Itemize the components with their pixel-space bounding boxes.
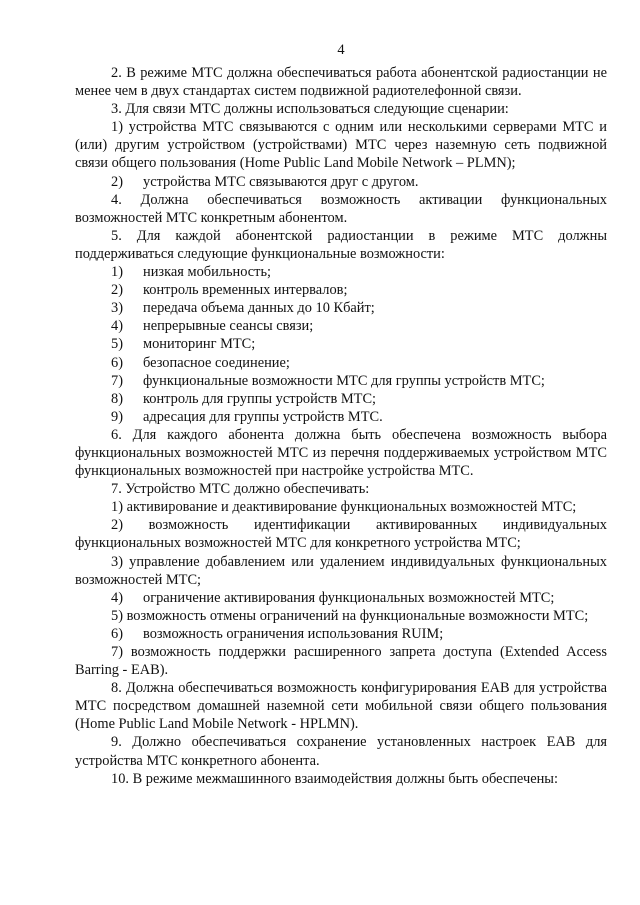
paragraph: 5. Для каждой абонентской радиостанции в режиме МТС должны поддерживаться следующие функциональные возможности:	[75, 227, 607, 262]
paragraph: 2. В режиме МТС должна обеспечиваться работа абонентской радиостанции не менее чем в двух стандартах систем подвижной радиотелефонной связи.	[75, 65, 607, 100]
list-item-number: 2)	[111, 282, 123, 299]
list-item	[75, 589, 607, 607]
paragraph: 3) управление добавлением или удалением индивидуальных функциональных возможностей МТС;	[75, 553, 607, 588]
list-item-number: 6)	[111, 354, 123, 371]
paragraph: 7) возможность поддержки расширенного запрета доступа (Extended Access Barring - EAB).	[75, 644, 607, 679]
list-item	[75, 299, 607, 317]
document-body	[75, 64, 607, 788]
list-item	[75, 335, 607, 353]
list-item-text: безопасное соединение;	[143, 354, 290, 371]
list-item	[75, 173, 607, 191]
paragraph: 7. Устройство МТС должно обеспечивать:	[111, 481, 370, 498]
list-item	[75, 354, 607, 372]
list-item-number: 4)	[111, 589, 123, 606]
list-item-text: возможность ограничения использования RUIM;	[143, 625, 444, 642]
list-item-text: ограничение активирования функциональных возможностей МТС;	[143, 589, 555, 606]
list-item-number: 9)	[111, 408, 123, 425]
list-item-number: 4)	[111, 318, 123, 335]
list-item-number: 7)	[111, 372, 123, 389]
paragraph: 5) возможность отмены ограничений на функциональные возможности МТС;	[111, 607, 589, 624]
list-item-number: 8)	[111, 390, 123, 407]
list-item-text: устройства МТС связываются друг с другом.	[143, 173, 419, 190]
list-item-number: 3)	[111, 300, 123, 317]
list-item-text: непрерывные сеансы связи;	[143, 318, 314, 335]
list-item	[75, 372, 607, 390]
paragraph: 6. Для каждого абонента должна быть обеспечена возможность выбора функциональных возможностей МТС из перечня поддерживаемых устройством МТС функциональных возможностей при настройке устройства МТС.	[75, 426, 607, 480]
paragraph: 10. В режиме межмашинного взаимодействия должны быть обеспечены:	[111, 770, 558, 787]
paragraph: 1) устройства МТС связываются с одним или несколькими серверами МТС и (или) другим устройством (устройствами) МТС через наземную сеть подвижной связи общего пользования (Home Public Land Mobile Network – PLMN);	[75, 119, 607, 172]
paragraph: 3. Для связи МТС должны использоваться следующие сценарии:	[111, 101, 509, 118]
list-item-number: 1)	[111, 264, 123, 281]
list-item-number: 6)	[111, 625, 123, 642]
list-item-text: контроль временных интервалов;	[143, 282, 348, 299]
list-item-text: мониторинг МТС;	[143, 336, 256, 353]
list-item-text: передача объема данных до 10 Кбайт;	[143, 300, 375, 317]
list-item	[75, 263, 607, 281]
list-item-text: низкая мобильность;	[143, 264, 272, 281]
list-item	[75, 625, 607, 643]
paragraph: 4. Должна обеспечиваться возможность активации функциональных возможностей МТС конкретным абонентом.	[75, 191, 607, 226]
paragraph: 8. Должна обеспечиваться возможность конфигурирования EAB для устройства МТС посредством домашней наземной сети мобильной связи общего пользования (Home Public Land Mobile Network - HPLMN).	[75, 680, 607, 733]
list-item-number: 5)	[111, 336, 123, 353]
paragraph: 2) возможность идентификации активированных индивидуальных функциональных возможностей МТС для конкретного устройства МТС;	[75, 517, 607, 552]
list-item	[75, 390, 607, 408]
list-item	[75, 408, 607, 426]
list-item-number: 2)	[111, 173, 123, 190]
page-number: 4	[337, 42, 345, 58]
list-item	[75, 281, 607, 299]
list-item-text: контроль для группы устройств МТС;	[143, 390, 377, 407]
list-item-text: адресация для группы устройств МТС.	[143, 408, 383, 425]
paragraph: 1) активирование и деактивирование функциональных возможностей МТС;	[111, 499, 577, 516]
paragraph: 9. Должно обеспечиваться сохранение установленных настроек EAB для устройства МТС конкретного абонента.	[75, 734, 607, 769]
list-item-text: функциональные возможности МТС для группы устройств МТС;	[143, 372, 545, 389]
list-item	[75, 317, 607, 335]
